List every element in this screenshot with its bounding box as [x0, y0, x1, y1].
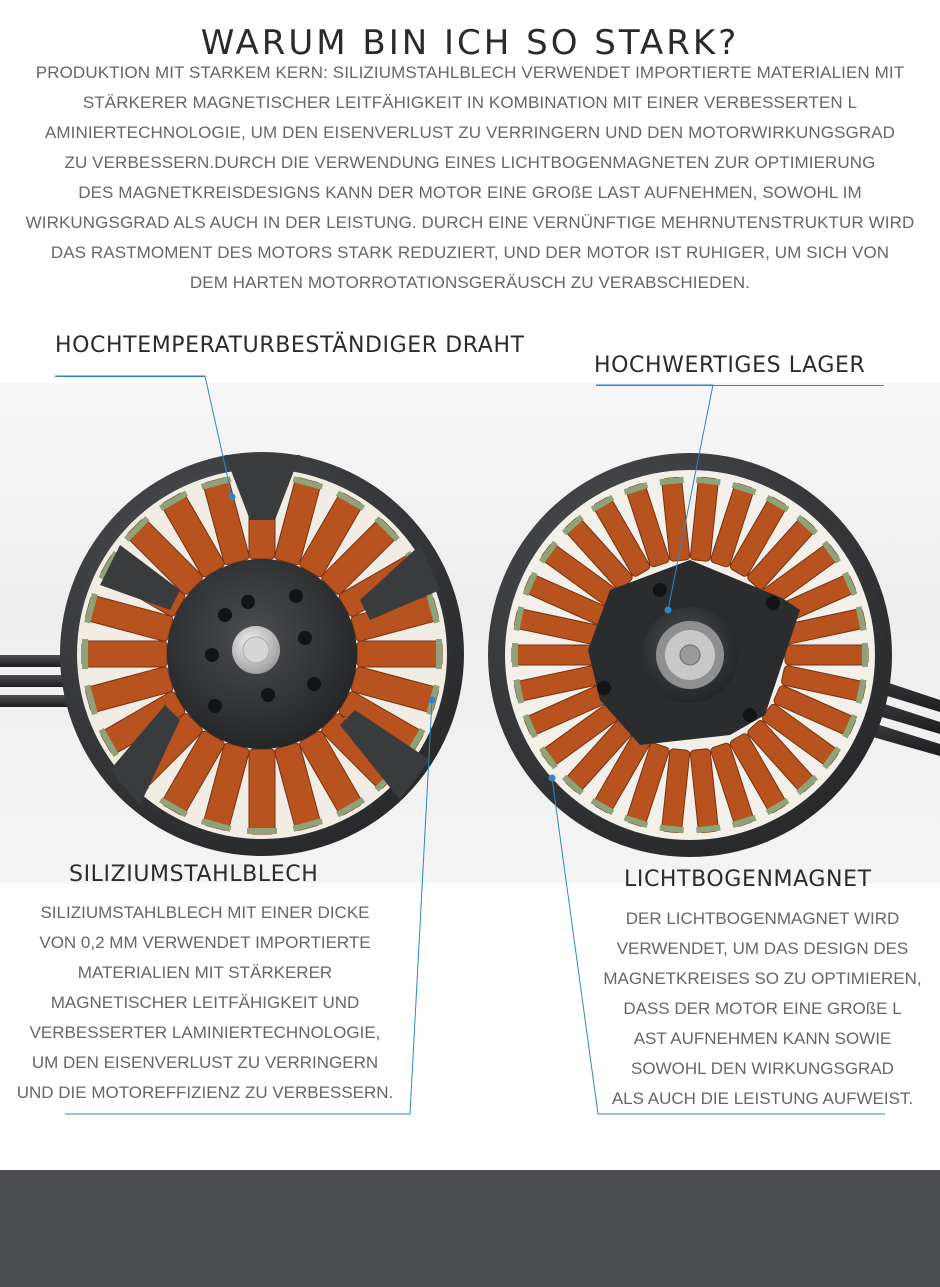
copper-coil: [512, 645, 595, 665]
copper-coil: [82, 641, 167, 667]
copper-coil: [357, 641, 442, 667]
magnet-desc-line: DER LICHTBOGENMAGNET WIRD: [625, 909, 900, 928]
steel-desc-line: MAGNETISCHER LEITFÄHIGKEIT UND: [50, 993, 360, 1012]
label-magnet: LICHTBOGENMAGNET: [624, 867, 872, 892]
intro-line: PRODUKTION MIT STARKEM KERN: SILIZIUMSTAHLBLECH VERWENDET IMPORTIERTE MATERIALIEN MIT: [35, 63, 905, 82]
steel-desc-line: VERBESSERTER LAMINIERTECHNOLOGIE,: [29, 1023, 381, 1042]
intro-line: STÄRKERER MAGNETISCHER LEITFÄHIGKEIT IN KOMBINATION MIT EINER VERBESSERTEN L: [82, 93, 858, 112]
magnet-desc-line: AST AUFNEHMEN KANN SOWIE: [633, 1029, 892, 1048]
left-motor-cables: [0, 655, 70, 707]
magnet-desc-line: ALS AUCH DIE LEISTUNG AUFWEIST.: [611, 1089, 914, 1108]
intro-line: DAS RASTMOMENT DES MOTORS STARK REDUZIERT, UND DER MOTOR IST RUHIGER, UM SICH VON: [50, 243, 890, 262]
magnet-desc-line: DASS DER MOTOR EINE GROßE L: [623, 999, 902, 1018]
coil-insulator: [82, 639, 88, 669]
coil-insulator: [862, 643, 868, 667]
intro-line: DEM HARTEN MOTORROTATIONSGERÄUSCH ZU VERABSCHIEDEN.: [189, 273, 751, 292]
label-wire: HOCHTEMPERATURBESTÄNDIGER DRAHT: [55, 333, 525, 358]
copper-coil: [785, 645, 868, 665]
label-wire-underline: [55, 376, 205, 377]
coil-insulator: [436, 639, 442, 669]
coil-insulator: [247, 828, 277, 834]
intro-line: ZU VERBESSERN.DURCH DIE VERWENDUNG EINES LICHTBOGENMAGNETEN ZUR OPTIMIERUNG: [64, 153, 876, 172]
label-steel: SILIZIUMSTAHLBLECH: [69, 862, 319, 887]
intro-line: WIRKUNGSGRAD ALS AUCH IN DER LEISTUNG. DURCH EINE VERNÜNFTIGE MEHRNUTENSTRUKTUR WIRD: [25, 213, 915, 232]
page-title: WARUM BIN ICH SO STARK?: [200, 22, 740, 63]
copper-coil: [249, 749, 275, 834]
label-bearing: HOCHWERTIGES LAGER: [594, 353, 866, 378]
label-bearing-underline: [596, 385, 884, 386]
intro-line: DES MAGNETKREISDESIGNS KANN DER MOTOR EINE GROßE LAST AUFNEHMEN, SOWOHL IM: [78, 183, 862, 202]
intro-line: AMINIERTECHNOLOGIE, UM DEN EISENVERLUST ZU VERRINGERN UND DEN MOTORWIRKUNGSGRAD: [44, 123, 896, 142]
magnet-desc-line: SOWOHL DEN WIRKUNGSGRAD: [631, 1059, 894, 1078]
steel-description: [5, 898, 405, 1108]
magnet-description: [590, 904, 935, 1114]
footer-band: [0, 1170, 940, 1287]
steel-desc-line: VON 0,2 MM VERWENDET IMPORTIERTE: [39, 933, 371, 952]
magnet-desc-line: MAGNETKREISES SO ZU OPTIMIEREN,: [603, 969, 922, 988]
steel-desc-line: MATERIALIEN MIT STÄRKERER: [77, 963, 333, 982]
left-motor: [60, 452, 464, 856]
coil-insulator: [512, 643, 518, 667]
magnet-desc-line: VERWENDET, UM DAS DESIGN DES: [616, 939, 909, 958]
right-motor: [488, 453, 892, 857]
steel-desc-line: UM DEN EISENVERLUST ZU VERRINGERN: [31, 1053, 379, 1072]
steel-desc-line: UND DIE MOTOREFFIZIENZ ZU VERBESSERN.: [16, 1083, 394, 1102]
steel-desc-line: SILIZIUMSTAHLBLECH MIT EINER DICKE: [40, 903, 370, 922]
